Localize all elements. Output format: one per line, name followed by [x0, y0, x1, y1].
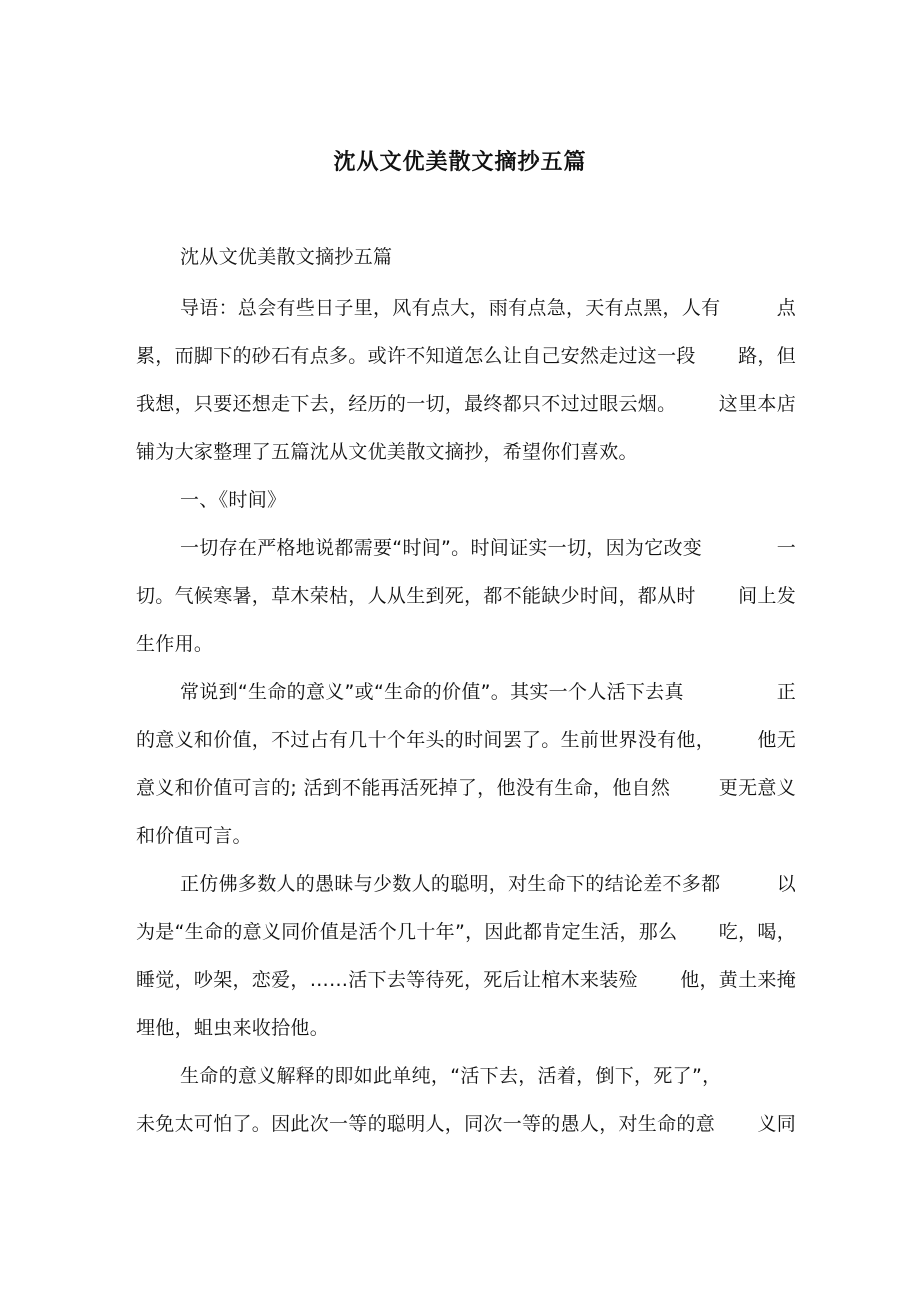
paragraph-line [136, 1015, 329, 1041]
paragraph-line [136, 439, 638, 465]
text: 和价值可言。 [136, 825, 252, 847]
subtitle-line [180, 244, 392, 270]
text-tail: 他，黄土来掩 [680, 969, 796, 991]
text: 累，而脚下的砂石有点多。或许不知道怎么让自己安然走过这一段 [136, 345, 696, 367]
paragraph-line [180, 871, 796, 897]
paragraph-line [136, 823, 252, 849]
text: 导语：总会有些日子里，风有点大，雨有点急，天有点黑，人有 [180, 297, 721, 319]
text-tail: 以 [776, 873, 796, 895]
paragraph-line [136, 631, 213, 657]
text: 的意义和价值，不过占有几十个年头的时间罢了。生前世界没有他， [136, 729, 716, 751]
text-tail: 间上发 [738, 585, 796, 607]
paragraph-line [136, 583, 796, 609]
text: 意义和价值可言的; 活到不能再活死掉了，他没有生命，他自然 [136, 777, 671, 799]
text-tail: 更无意义 [718, 777, 796, 799]
text: 切。气候寒暑，草木荣枯，人从生到死，都不能缺少时间，都从时 [136, 585, 696, 607]
text-tail: 吃，喝， [718, 921, 796, 943]
text-tail: 这里本店 [718, 393, 796, 415]
text-tail: 一 [776, 537, 796, 559]
text: 铺为大家整理了五篇沈从文优美散文摘抄，希望你们喜欢。 [136, 441, 638, 463]
paragraph-line [180, 1063, 721, 1089]
text: 为是“生命的意义同价值是活个几十年”，因此都肯定生活，那么 [136, 921, 678, 943]
text-tail: 路，但 [738, 345, 796, 367]
text: 生作用。 [136, 633, 214, 655]
text: 一、《时间》 [180, 489, 287, 511]
text-tail: 义同 [757, 1113, 796, 1135]
text-tail: 他无 [757, 729, 796, 751]
paragraph-line [136, 343, 796, 369]
text: 一切存在严格地说都需要“时间”。时间证实一切，因为它改变 [180, 537, 703, 559]
section-heading [180, 487, 286, 513]
paragraph-line [180, 679, 796, 705]
paragraph-line [180, 535, 796, 561]
text-tail: 正 [776, 681, 796, 703]
paragraph-line [136, 775, 796, 801]
paragraph-line [136, 967, 796, 993]
paragraph-line [136, 727, 796, 753]
text: 埋他，蛆虫来收拾他。 [136, 1017, 330, 1039]
paragraph-line [180, 295, 796, 321]
text: 我想，只要还想走下去，经历的一切，最终都只不过过眼云烟。 [136, 393, 677, 415]
paragraph-line [136, 391, 796, 417]
text: 生命的意义解释的即如此单纯，“活下去，活着，倒下，死了”， [180, 1065, 722, 1087]
text: 正仿佛多数人的愚昧与少数人的聪明，对生命下的结论差不多都 [180, 873, 721, 895]
text-tail: 点 [776, 297, 796, 319]
text: 睡觉，吵架，恋爱，……活下去等待死，死后让棺木来装殓 [136, 969, 638, 991]
paragraph-line [136, 1111, 796, 1137]
text: 常说到“生命的意义”或“生命的价值”。其实一个人活下去真 [180, 681, 684, 703]
document-title: 沈从文优美散文摘抄五篇 [333, 150, 587, 175]
paragraph-line [136, 919, 796, 945]
text: 沈从文优美散文摘抄五篇 [180, 246, 393, 268]
text: 未免太可怕了。因此次一等的聪明人，同次一等的愚人，对生命的意 [136, 1113, 716, 1135]
